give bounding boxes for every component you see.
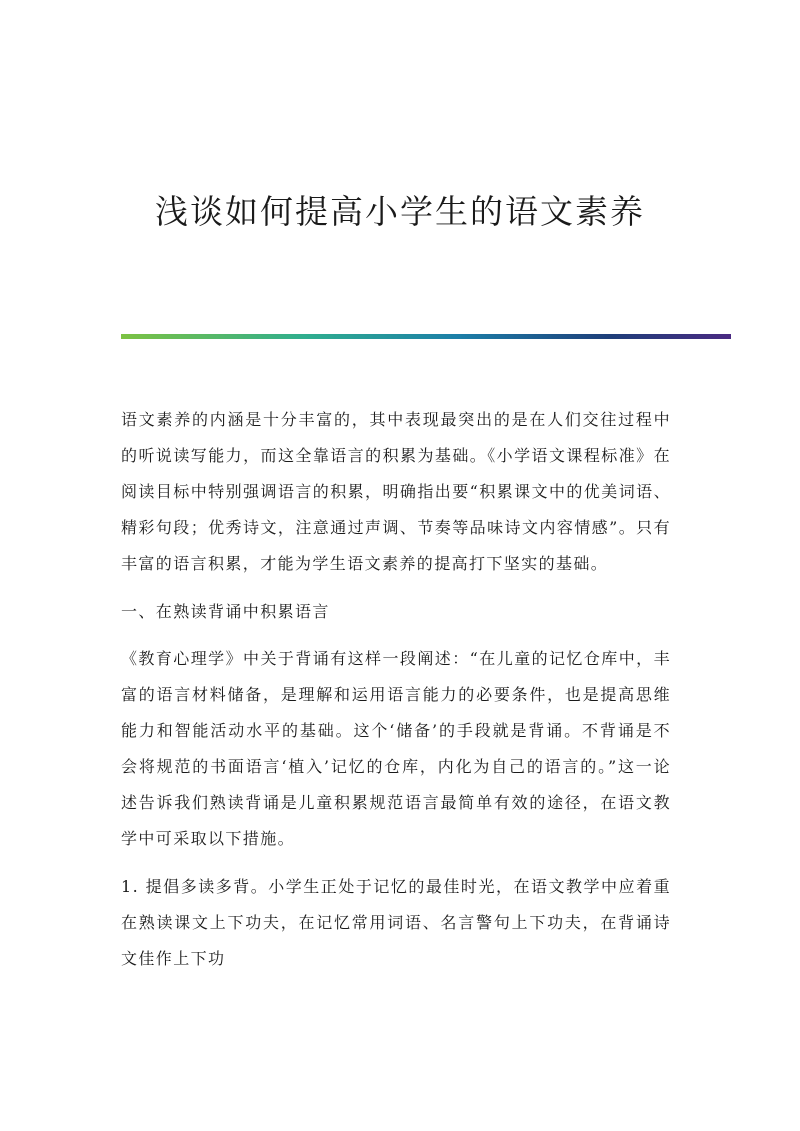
paragraph-psychology-quote: 《教育心理学》中关于背诵有这样一段阐述：“在儿童的记忆仓库中，丰富的语言材料储备，是理解和运用语言能力的必要条件，也是提高思维能力和智能活动水平的基础。这个‘储备’的手段就是背诵。不背诵是不会将规范的书面语言‘植入’记忆的仓库，内化为自己的语言的。”这一论述告诉我们熟读背诵是儿童积累规范语言最简单有效的途径，在语文教学中可采取以下措施。 [121,649,671,848]
title-divider [121,334,731,339]
document-title: 浅谈如何提高小学生的语文素养 [155,192,645,231]
document-body [121,402,671,989]
section-heading-1: 一、在熟读背诵中积累语言 [121,602,330,621]
paragraph-measure-1: 1. 提倡多读多背。小学生正处于记忆的最佳时光，在语文教学中应着重在熟读课文上下功夫，在记忆常用词语、名言警句上下功夫，在背诵诗文佳作上下功 [121,877,671,968]
paragraph-intro: 语文素养的内涵是十分丰富的，其中表现最突出的是在人们交往过程中的听说读写能力，而这全靠语言的积累为基础。《小学语文课程标准》在阅读目标中特别强调语言的积累，明确指出要“积累课文中的优美词语、精彩句段；优秀诗文，注意通过声调、节奏等品味诗文内容情感”。只有丰富的语言积累，才能为学生语文素养的提高打下坚实的基础。 [121,410,671,573]
